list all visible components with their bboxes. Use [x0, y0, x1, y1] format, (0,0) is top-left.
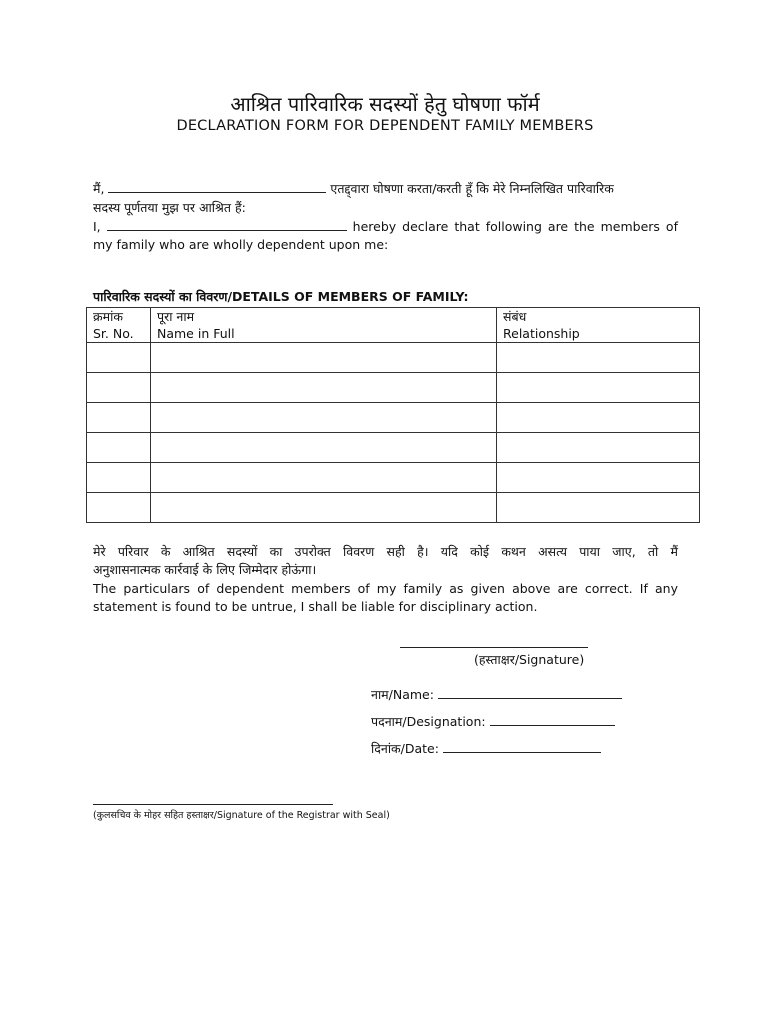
designation-input-line[interactable]	[490, 713, 615, 726]
sr-no-cell[interactable]	[87, 403, 151, 433]
column-header-sr-no	[87, 308, 151, 343]
table-row	[87, 343, 700, 373]
column-header-hindi: पूरा नाम	[157, 309, 195, 324]
registrar-signature-line[interactable]	[93, 804, 333, 805]
form-title-english: DECLARATION FORM FOR DEPENDENT FAMILY MEMBERS	[176, 118, 594, 134]
column-header-english: Sr. No.	[93, 326, 134, 341]
form-title-hindi: आश्रित पारिवारिक सदस्यों हेतु घोषणा फॉर्म	[230, 92, 540, 116]
name-cell[interactable]	[151, 463, 497, 493]
declaration-english-suffix: hereby declare that following are the members of	[352, 219, 678, 234]
certification-hindi-line1: मेरे परिवार के आश्रित सदस्यों का उपरोक्त विवरण सही है। यदि कोई कथन असत्य पाया जाए, तो मैं	[93, 544, 678, 559]
column-header-english: Name in Full	[157, 326, 235, 341]
relationship-cell[interactable]	[497, 463, 700, 493]
column-header-english: Relationship	[503, 326, 580, 341]
relationship-cell[interactable]	[497, 343, 700, 373]
table-row	[87, 403, 700, 433]
relationship-cell[interactable]	[497, 373, 700, 403]
declaration-hindi-suffix: एतद्द्वारा घोषणा करता/करती हूँ कि मेरे निम्नलिखित पारिवारिक	[330, 181, 614, 196]
registrar-signature-label: (कुलसचिव के मोहर सहित हस्ताक्षर/Signature of the Registrar with Seal)	[93, 810, 390, 821]
designation-field	[371, 713, 615, 731]
name-field	[371, 686, 622, 704]
sr-no-cell[interactable]	[87, 343, 151, 373]
name-cell[interactable]	[151, 493, 497, 523]
name-cell[interactable]	[151, 373, 497, 403]
declaration-english-line2: my family who are wholly dependent upon me:	[93, 237, 389, 252]
relationship-cell[interactable]	[497, 403, 700, 433]
date-field	[371, 740, 601, 758]
column-header-hindi: क्रमांक	[93, 309, 123, 324]
signature-line[interactable]	[400, 647, 588, 648]
name-label: नाम/Name:	[371, 687, 434, 702]
column-header-hindi: संबंध	[503, 309, 527, 324]
date-label: दिनांक/Date:	[371, 741, 439, 756]
certification-english-line2: statement is found to be untrue, I shall be liable for disciplinary action.	[93, 599, 538, 614]
designation-label: पदनाम/Designation:	[371, 714, 486, 729]
members-section-heading: पारिवारिक सदस्यों का विवरण/DETAILS OF MEMBERS OF FAMILY:	[93, 289, 469, 304]
declaration-hindi-line2: सदस्य पूर्णतया मुझ पर आश्रित हैं:	[93, 200, 246, 215]
sr-no-cell[interactable]	[87, 433, 151, 463]
table-row	[87, 433, 700, 463]
table-row	[87, 463, 700, 493]
declarant-name-blank-hindi[interactable]	[108, 181, 326, 193]
sr-no-cell[interactable]	[87, 493, 151, 523]
declarant-name-blank-english[interactable]	[107, 219, 347, 231]
sr-no-cell[interactable]	[87, 373, 151, 403]
table-header-row	[87, 308, 700, 343]
signature-label: (हस्ताक्षर/Signature)	[474, 652, 585, 667]
declaration-english-line1	[93, 218, 678, 236]
sr-no-cell[interactable]	[87, 463, 151, 493]
declaration-hindi-line1	[93, 180, 678, 198]
name-input-line[interactable]	[438, 686, 622, 699]
certification-hindi-line2: अनुशासनात्मक कार्रवाई के लिए जिम्मेदार होऊंगा।	[93, 562, 317, 577]
table-row	[87, 493, 700, 523]
declaration-hindi-prefix: मैं,	[93, 181, 105, 196]
family-members-table	[86, 307, 700, 523]
relationship-cell[interactable]	[497, 433, 700, 463]
relationship-cell[interactable]	[497, 493, 700, 523]
column-header-relationship	[497, 308, 700, 343]
table-row	[87, 373, 700, 403]
name-cell[interactable]	[151, 403, 497, 433]
name-cell[interactable]	[151, 433, 497, 463]
certification-english-line1: The particulars of dependent members of my family as given above are correct. If any	[93, 581, 678, 596]
column-header-name	[151, 308, 497, 343]
date-input-line[interactable]	[443, 740, 601, 753]
declaration-english-prefix: I,	[93, 219, 101, 234]
name-cell[interactable]	[151, 343, 497, 373]
